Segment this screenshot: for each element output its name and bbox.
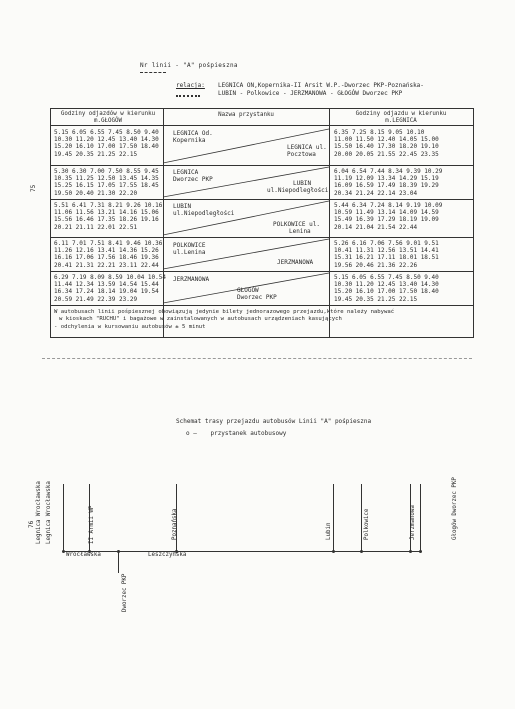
stop-label: Dworzec PKP — [122, 573, 128, 612]
note-deviation: - odchylenia w kursowaniu autobusów ± 5 minut — [54, 324, 206, 330]
stop-label: Poznańska — [172, 508, 178, 540]
relacja-line-2: LUBIN - Polkowice - JERZMANOWA - GŁOGÓW Dworzec PKP — [218, 90, 403, 97]
times-to-legnica: 6.04 6.54 7.44 8.34 9.39 10.29 11.19 12.09 13.34 14.29 15.19 16.09 16.59 17.49 18.39 19.29 20.34 21.24 22.14 23.04 — [334, 168, 443, 197]
stop-name-b: POLKOWICE ul. Lenina — [273, 221, 320, 235]
stop-label: Lubin — [326, 522, 332, 540]
stop-label: Legnica Wrocławska — [36, 481, 42, 544]
stop-label: Leszczyńska — [148, 552, 187, 558]
bus-stop-dot — [117, 550, 120, 553]
stop-tick — [63, 484, 64, 551]
stop-label: Wrocławska — [66, 552, 101, 558]
stop-tick — [118, 551, 119, 573]
bus-stop-dot — [62, 550, 65, 553]
times-to-glogow: 6.29 7.19 8.09 8.59 10.04 10.54 11.44 12.34 13.59 14.54 15.44 16.34 17.24 18.14 19.04 19.54 20.59 21.49 22.39 23.29 — [54, 274, 166, 303]
col-header-legnica: Godziny odjazdu w kierunku m.LEGNICA — [355, 111, 447, 124]
line-title: Nr linii - "A" pośpieszna — [140, 62, 238, 69]
page-number-top: 75 — [30, 184, 37, 192]
stop-name-a: LEGNICA Od. Kopernika — [173, 130, 213, 144]
times-to-legnica: 5.44 6.34 7.24 8.14 9.19 10.09 10.59 11.49 13.14 14.09 14.59 15.49 16.39 17.29 18.19 19.09 20.14 21.04 21.54 22.44 — [334, 202, 443, 231]
stop-label: Legnica Wrocławska — [46, 481, 52, 544]
stop-label: Głogów Dworzec PKP — [452, 477, 458, 540]
times-to-glogow: 5.15 6.05 6.55 7.45 8.50 9.40 10.30 11.20 12.45 13.40 14.30 15.20 16.10 17.00 17.50 18.40 19.45 20.35 21.25 22.15 — [54, 129, 159, 158]
legend — [186, 430, 286, 437]
note-tickets: W autobusach linii pośpiesznej obowiązują jedynie bilety jednorazowego przejazdu,które należy nabywać — [54, 309, 395, 315]
stop-name-b: GŁOGÓW Dworzec PKP — [237, 287, 277, 301]
relacja-line-1: LEGNICA ON,Kopernika-II Arsit W.P.-Dworzec PKP-Poznańska- — [218, 82, 424, 89]
stop-name-a: LUBIN ul.Niepodległości — [173, 203, 235, 217]
bus-stop-dot — [360, 550, 363, 553]
times-to-glogow: 5.30 6.30 7.00 7.50 8.55 9.45 10.35 11.25 12.50 13.45 14.35 15.25 16.15 17.05 17.55 18.45 19.50 20.40 21.30 22.20 — [54, 168, 159, 197]
bus-stop-dot — [332, 550, 335, 553]
relacja-underline — [176, 95, 200, 97]
stop-label: Jerzmanowa — [410, 505, 416, 540]
relacja-label: relacja: — [176, 82, 205, 89]
scheme-title: Schemat trasy przejazdu autobusów Linii "A" pośpieszna — [176, 418, 372, 425]
times-to-legnica: 5.15 6.05 6.55 7.45 8.50 9.40 10.30 11.20 12.45 13.40 14.30 15.20 16.10 17.00 17.50 18.40 19.45 20.35 21.25 22.15 — [334, 274, 439, 303]
bus-stop-dot — [419, 550, 422, 553]
stop-name-a: JERZMANOWA — [173, 276, 210, 283]
stop-name-b: JERZMANOWA — [277, 259, 314, 266]
page-divider — [42, 358, 472, 359]
times-to-legnica: 6.35 7.25 8.15 9.05 10.10 11.00 11.50 12.40 14.05 15.00 15.50 16.40 17.30 18.20 19.10 20.00 20.05 21.55 22.45 23.35 — [334, 129, 439, 158]
stop-label: Polkowice — [364, 508, 370, 540]
stop-tick — [420, 484, 421, 551]
timetable — [50, 108, 474, 338]
page-number-bottom: 76 — [28, 520, 35, 528]
stop-name-b: LEGNICA ul. Pocztowa — [287, 144, 327, 158]
stop-tick — [333, 484, 334, 551]
title-underline — [140, 72, 166, 73]
bus-stop-dot — [409, 550, 412, 553]
bus-stop-symbol-icon: o — — [186, 430, 197, 437]
times-to-legnica: 5.26 6.16 7.06 7.56 9.01 9.51 10.41 11.31 12.56 13.51 14.41 15.31 16.21 17.11 18.01 18.51 19.56 20.46 21.36 22.26 — [334, 240, 439, 269]
note-kiosks: w kioskach "RUCHU" i bagażowe w zainstalowanych w autobusach urządzeniach kasujących — [59, 316, 342, 322]
stop-name-b: LUBIN ul.Niepodległości — [267, 180, 329, 194]
stop-name-a: LEGNICA Dworzec PKP — [173, 169, 213, 183]
stop-name-a: POLKOWICE ul.Lenina — [173, 242, 206, 256]
times-to-glogow: 5.51 6.41 7.31 8.21 9.26 10.16 11.06 11.56 13.21 14.16 15.06 15.56 16.46 17.35 18.26 19.16 20.21 21.11 22.01 22.51 — [54, 202, 163, 231]
stop-label: II Armii WP — [89, 505, 95, 544]
times-to-glogow: 6.11 7.01 7.51 8.41 9.46 10.36 11.26 12.16 13.41 14.36 15.26 16.16 17.06 17.56 18.46 19.36 20.41 21.31 22.21 23.11 22.44 — [54, 240, 163, 269]
col-header-glogow: Godziny odjazdów w kierunku m.GŁOGÓW — [60, 111, 156, 124]
col-header-stop: Nazwa przystanku — [218, 112, 274, 118]
legend-text: przystanek autobusowy — [210, 430, 287, 437]
stop-tick — [361, 484, 362, 551]
